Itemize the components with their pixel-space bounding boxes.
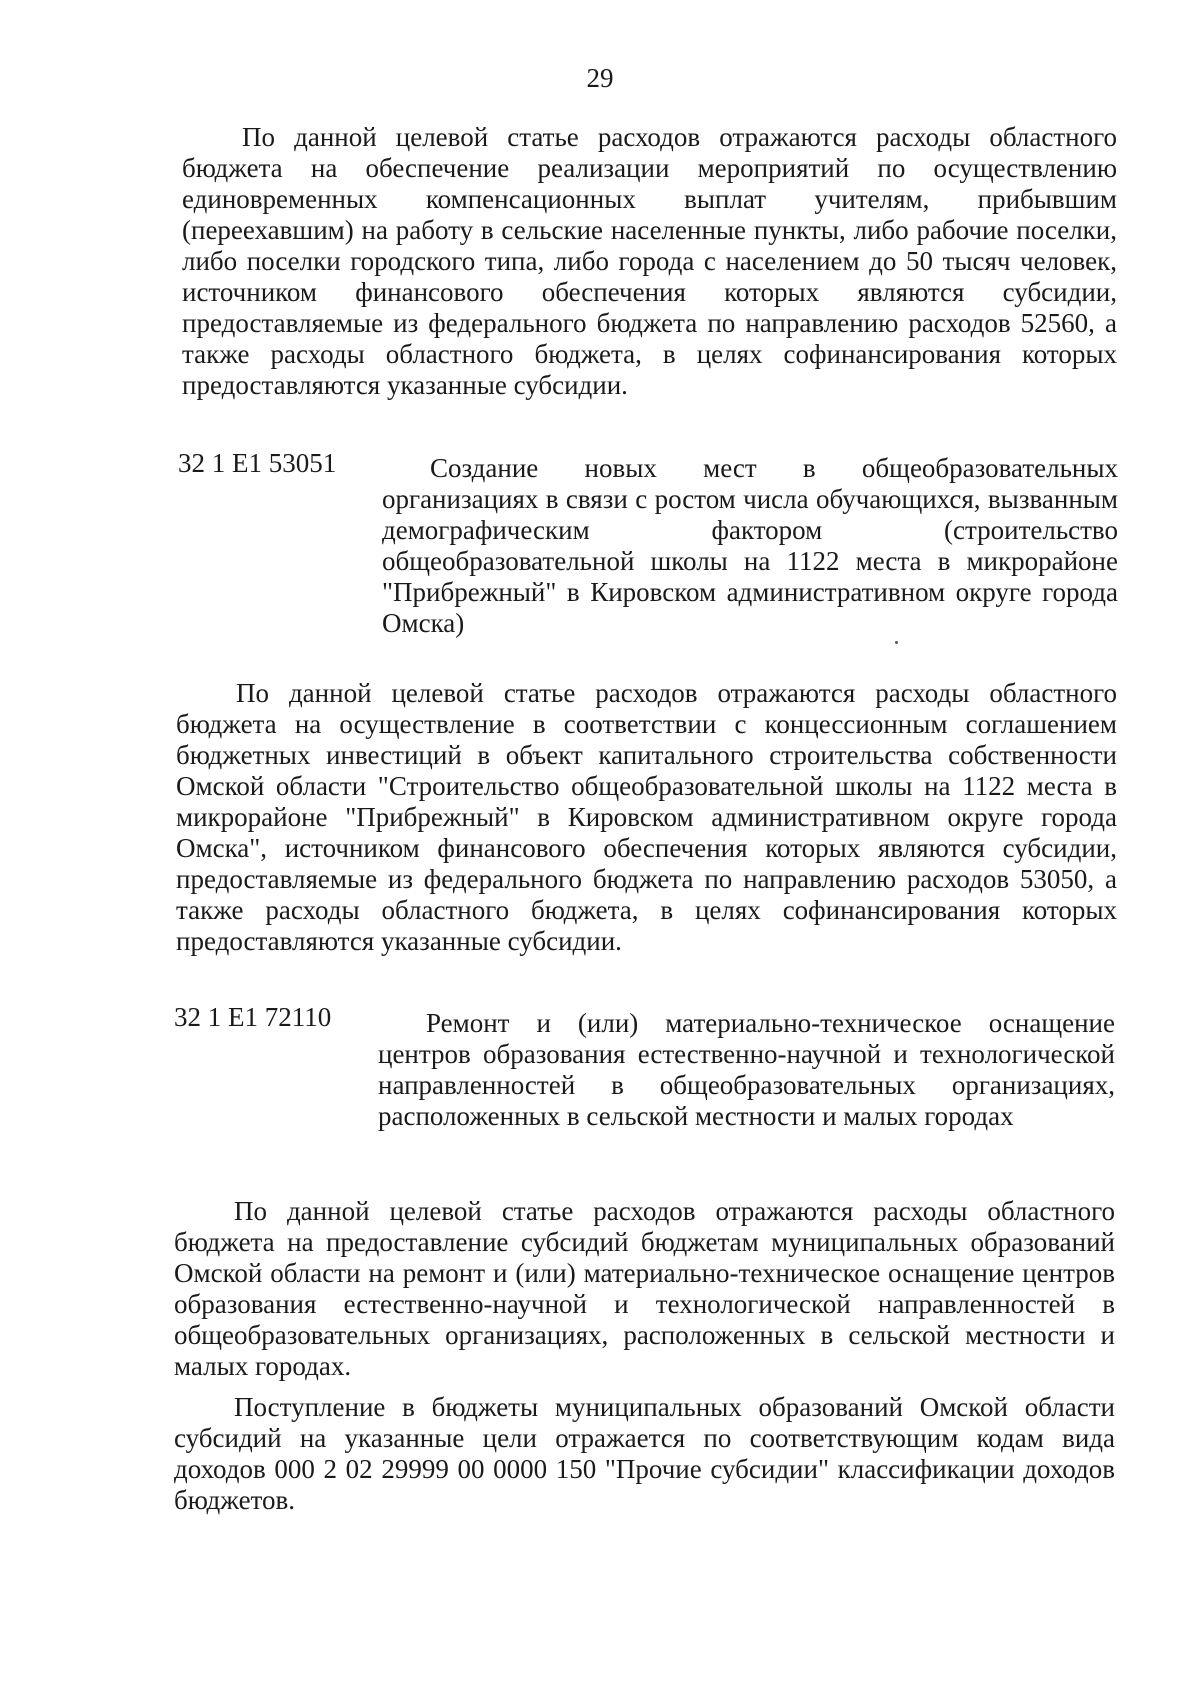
scan-speck bbox=[895, 641, 898, 644]
budget-code-entry bbox=[174, 1002, 1116, 1172]
target-article-description: Создание новых мест в общеобразовательных организациях в связи с ростом числа обучающихся, вызванным демографическим фактором (строительство общеобразовательной школы на 1122 места в микрорайоне "Прибрежный" в Кировском административном округе города Омска) bbox=[382, 453, 1118, 638]
paragraph-1-regional-budget-compensation-payments: По данной целевой статье расходов отражаются расходы областного бюджета на обеспечение реализации мероприятий по осуществлению единовременных компенсационных выплат учителям, прибывшим (переехавшим) на работу в сельские населенные пункты, либо рабочие поселки, либо поселки городского типа, либо города с населением до 50 тысяч человек, источником финансового обеспечения которых являются субсидии, предоставляемые из федерального бюджета по направлению расходов 52560, а также расходы областного бюджета, в целях софинансирования которых предоставляются указанные субсидии. bbox=[182, 122, 1117, 400]
target-article-code: 32 1 E1 72110 bbox=[174, 1002, 332, 1032]
paragraph-2-concession-investments: По данной целевой статье расходов отражаются расходы областного бюджета на осуществление в соответствии с концессионным соглашением бюджетных инвестиций в объект капитального строительства собственности Омской области "Строительство общеобразовательной школы на 1122 места в микрорайоне "Прибрежный" в Кировском административном округе города Омска", источником финансового обеспечения которых являются субсидии, предоставляемые из федерального бюджета по направлению расходов 53050, а также расходы областного бюджета, в целях софинансирования которых предоставляются указанные субсидии. bbox=[176, 678, 1117, 956]
paragraph-3-municipal-subsidies: По данной целевой статье расходов отражаются расходы областного бюджета на предоставление субсидий бюджетам муниципальных образований Омской области на ремонт и (или) материально-техническое оснащение центров образования естественно-научной и технологической направленностей в общеобразовательных организациях, расположенных в сельской местности и малых городах. bbox=[174, 1196, 1115, 1381]
budget-code-entry bbox=[178, 448, 1118, 648]
paragraph-4-revenue-classification: Поступление в бюджеты муниципальных образований Омской области субсидий на указанные цели отражается по соответствующим кодам вида доходов 000 2 02 29999 00 0000 150 "Прочие субсидии" классификации доходов бюджетов. bbox=[174, 1392, 1115, 1515]
target-article-description: Ремонт и (или) материально-техническое оснащение центров образования естественно-научной и технологической направленностей в общеобразовательных организациях, расположенных в сельской местности и малых городах bbox=[378, 1008, 1115, 1131]
page-number: 29 bbox=[586, 63, 614, 93]
target-article-code: 32 1 E1 53051 bbox=[178, 448, 337, 478]
